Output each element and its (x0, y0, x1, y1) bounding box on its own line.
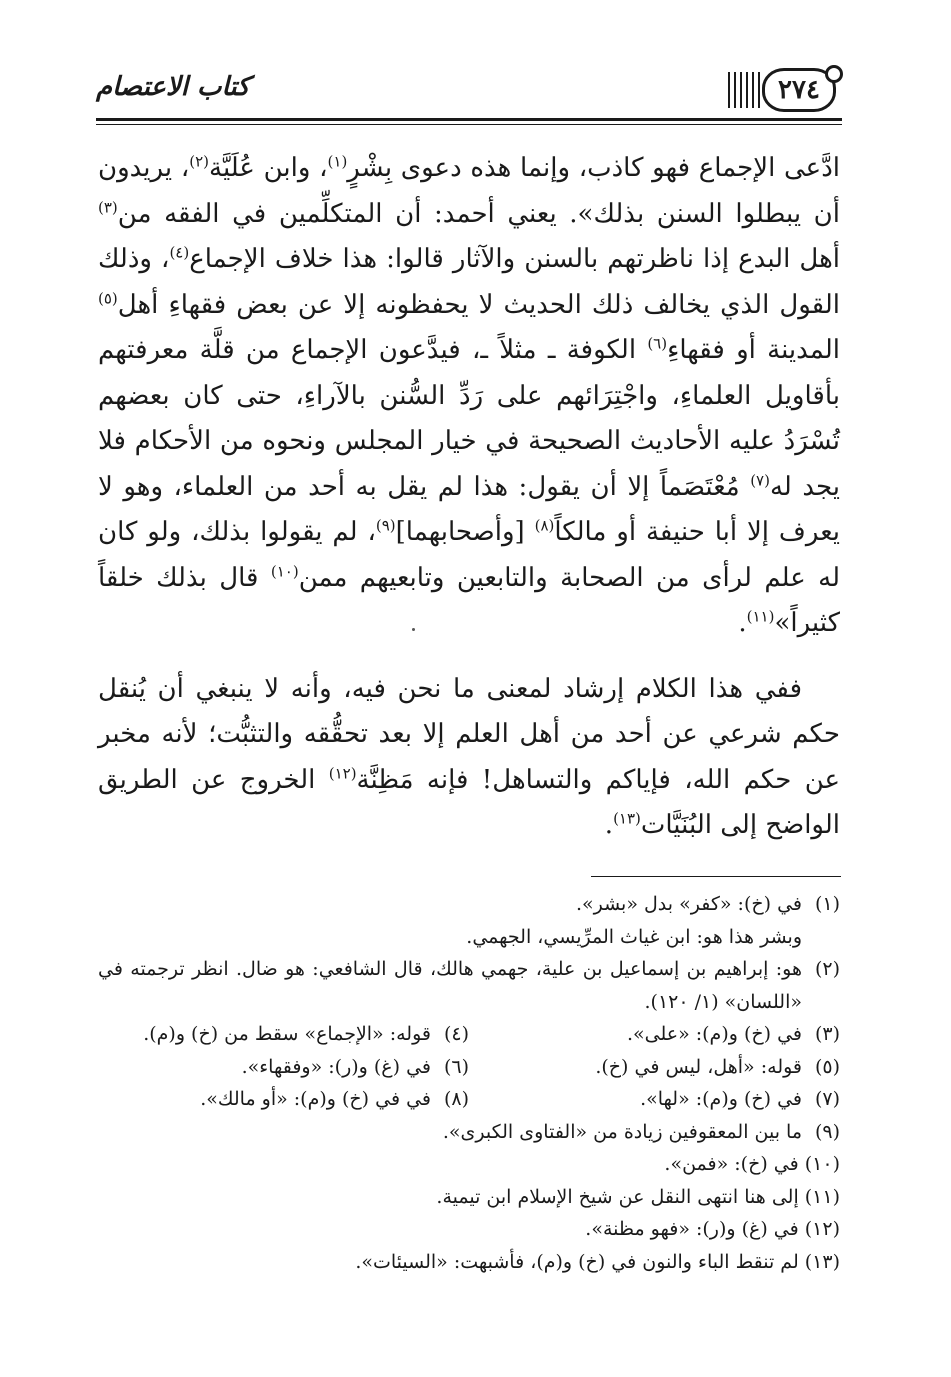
footnote-number: (١١) (804, 1185, 840, 1208)
footnote-ref: (٨) (534, 516, 555, 535)
header-rule-thin (96, 124, 842, 125)
ink-speck (412, 628, 415, 631)
footnote-number: (٧) (814, 1088, 840, 1110)
footnote-text: في (خ) و(م): «على». (626, 1023, 802, 1045)
footnote-text: ما بين المعقوفين زيادة من «الفتاوى الكبرى». (442, 1120, 802, 1143)
footnote-text: لم تنقط الباء والنون في (خ) و(م)، فأشبهت: «السيئات». (355, 1250, 799, 1273)
footnote-6 (98, 1051, 469, 1084)
text-run: ، وذلك القول الذي يخالف ذلك الحديث لا يحفظونه إلا عن بعض فقهاءِ أهل (98, 244, 840, 320)
page-header (96, 64, 844, 120)
footnote-ref: (٩) (375, 516, 396, 535)
footnote-text: في (خ) و(م): «لها». (640, 1088, 802, 1110)
page-number-ornament (724, 68, 844, 114)
text-run: ففي هذا الكلام إرشاد لمعنى ما نحن فيه، وأنه لا ينبغي أن يُنقل حكم شرعي عن أحد من أهل العلم إلا بعد تحقُّقه والتثبُّت؛ لأنه مخبر عن حكم الله، فإياكم والتساهل! فإنه مَظِنَّة (98, 673, 841, 795)
footnote-number: (٤) (443, 1023, 469, 1045)
footnote-text: في (غ) و(ر): «وفقهاء». (241, 1055, 431, 1078)
footnote-number: (٥) (814, 1055, 840, 1078)
footnote-text: في في (خ) و(م): «أو مالك». (200, 1088, 431, 1110)
footnote-4 (98, 1018, 469, 1051)
footnote-13 (98, 1246, 840, 1279)
footnote-number: (٩) (814, 1120, 840, 1143)
footnotes (98, 888, 840, 1278)
footnote-number: (١) (814, 893, 840, 915)
footnote-number: (١٣) (804, 1250, 840, 1273)
footnote-ref: (١٣) (613, 809, 641, 828)
footnote-8 (98, 1083, 469, 1116)
footnote-text: في (خ): «فمن». (664, 1153, 799, 1175)
text-run: . (604, 810, 614, 840)
footnote-ref: (٦) (647, 334, 668, 353)
text-run: [وأصحابهما] (395, 517, 535, 547)
footnote-ref: (٥) (98, 288, 118, 307)
text-run: الكوفة ـ مثلاً ـ، فيدَّعون الإجماع من قلَّة معرفتهم بأقاويل العلماءِ، واجْتِرَائهم على رَدِّ السُّنن بالآراءِ، حتى كان بعضهم تُسْرَدُ عليه الأحاديث الصحيحة في خيار المجلس ونحوه من الأحكام فلا يجد له (98, 335, 841, 502)
footnote-1 (98, 888, 840, 921)
footnote-1-continuation: وبشر هذا هو: ابن غياث المرِّيسي، الجهمي. (466, 925, 802, 948)
footnote-number: (٨) (443, 1088, 469, 1110)
text-run: أهل البدع إذا ناظرتهم بالسنن والآثار قالوا: هذا خلاف الإجماع (189, 244, 840, 274)
footnote-text: قوله: «الإجماع» سقط من (خ) و(م). (143, 1023, 431, 1045)
footnote-2 (98, 953, 840, 1018)
footnote-5 (469, 1051, 840, 1084)
footnote-ref: (١) (327, 152, 348, 171)
footnote-ref: (٣) (98, 197, 118, 216)
footnote-row (98, 1018, 840, 1051)
text-run: ، لم يقولوا بذلك، ولو كان له علم لرأى من الصحابة والتابعين وتابعيهم ممن (98, 517, 840, 593)
text-run: قال بذلك خلقاً كثيراً» (98, 562, 840, 638)
page-number: ٢٧٤ (762, 68, 836, 112)
text-run: الخروج عن الطريق الواضح إلى البُنَيَّات (98, 764, 840, 840)
footnote-number: (٣) (814, 1023, 840, 1045)
paragraph-1 (98, 146, 840, 647)
text-run: المدينة أو فقهاءِ (667, 335, 840, 365)
text-run: ، وابن عُلَيَّة (209, 153, 328, 183)
footnote-7 (469, 1083, 840, 1116)
footnote-ref: (١١) (746, 607, 775, 626)
footnote-ref: (١٢) (328, 763, 357, 782)
footnote-9 (98, 1116, 840, 1149)
footnote-number: (١٠) (804, 1153, 840, 1175)
footnote-10 (98, 1148, 840, 1181)
footnote-row (98, 1051, 840, 1084)
footnote-row (98, 1083, 840, 1116)
text-run: ، يريدون أن يبطلوا السنن بذلك». يعني أحمد: أن المتكلِّمين في الفقه من (98, 153, 840, 229)
footnote-text: في (غ) و(ر): «فهو مظنة». (585, 1218, 799, 1240)
footnote-ref: (١٠) (270, 561, 299, 580)
footnote-number: (٢) (814, 958, 840, 980)
text-run: ادَّعى الإجماع فهو كاذب، وإنما هذه دعوى بِشْرٍ (347, 153, 840, 183)
footnote-text: هو: إبراهيم بن إسماعيل بن علية، جهمي هالك، قال الشافعي: هو ضال. انظر ترجمته في «اللسان» (١/ ١٢٠). (98, 958, 802, 1013)
footnote-number: (٦) (443, 1055, 469, 1078)
header-rule (96, 118, 842, 121)
main-text (98, 146, 840, 849)
footnote-text: إلى هنا انتهى النقل عن شيخ الإسلام ابن تيمية. (436, 1185, 799, 1208)
running-title: كتاب الاعتصام (96, 72, 250, 102)
footnote-text: في (خ): «كفر» بدل «بشر». (575, 893, 802, 915)
ornament-bars (728, 72, 760, 108)
footnote-number: (١٢) (804, 1218, 840, 1240)
paragraph-2 (98, 667, 840, 849)
footnote-ref: (٧) (750, 470, 770, 489)
footnote-text: قوله: «أهل، ليس في (خ). (595, 1055, 802, 1078)
footnote-12 (98, 1213, 840, 1246)
footnote-ref: (٤) (169, 243, 190, 262)
footnote-ref: (٢) (189, 152, 209, 171)
footnote-separator (591, 876, 841, 877)
text-run: مُعْتَصَماً إلا أن يقول: هذا لم يقل به أحد من العلماء، وهو لا يعرف إلا أبا حنيفة أو مالكاً (98, 471, 840, 547)
footnote-11 (98, 1181, 840, 1214)
text-run: . (738, 608, 747, 638)
footnote-3 (469, 1018, 840, 1051)
